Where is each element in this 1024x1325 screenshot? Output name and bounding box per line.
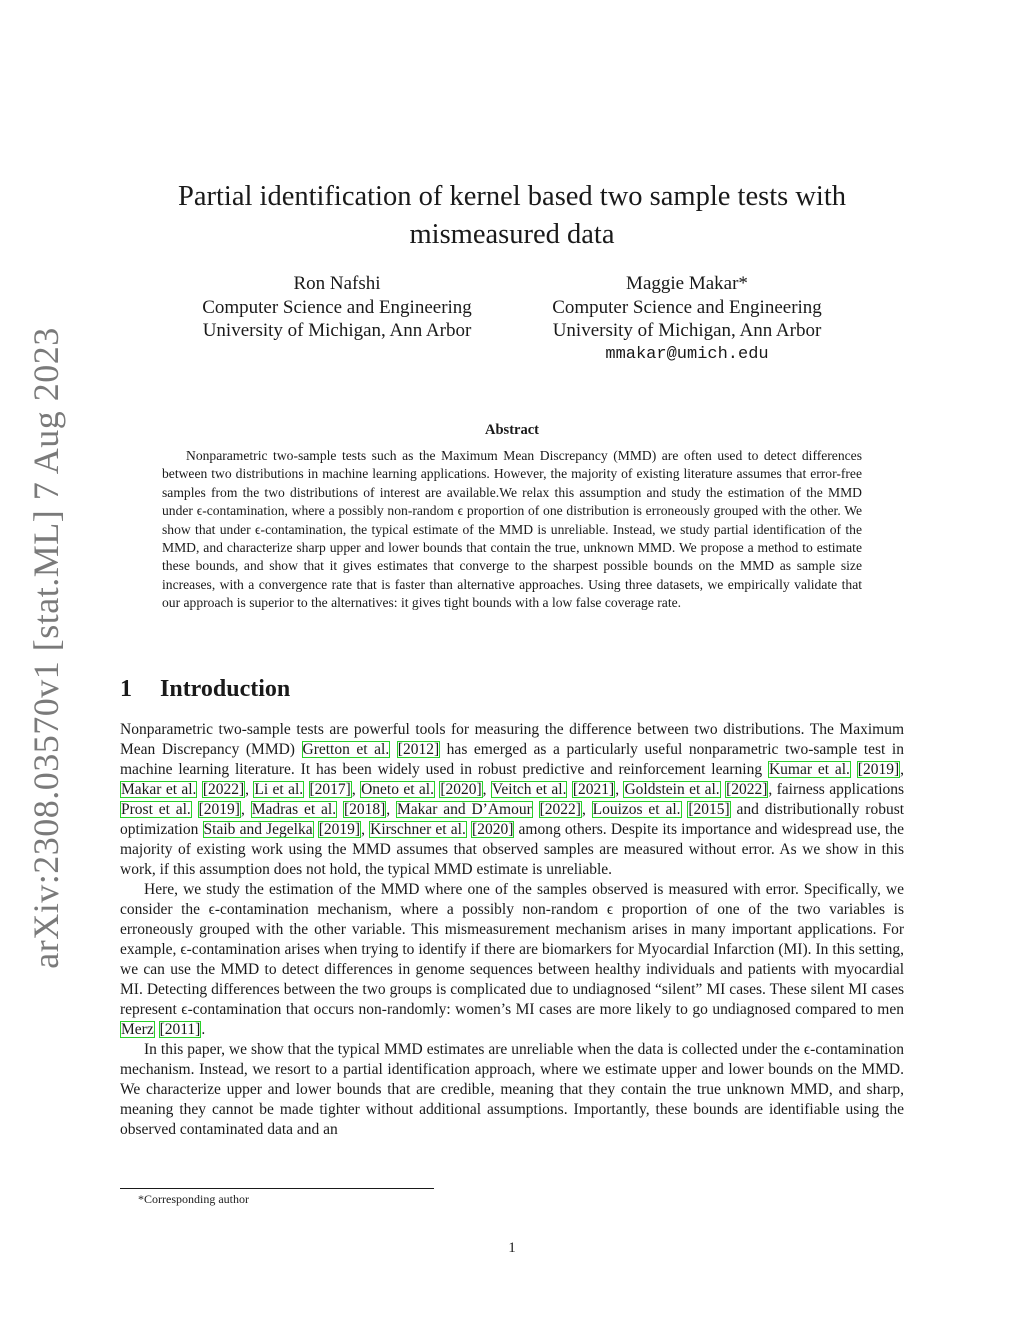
- citation-year-link[interactable]: [2019]: [857, 761, 900, 778]
- citation-link[interactable]: Goldstein et al.: [624, 781, 720, 798]
- citation-link[interactable]: Kumar et al.: [768, 761, 850, 778]
- citation-link[interactable]: Oneto et al.: [361, 781, 434, 798]
- citation-year-link[interactable]: [2019]: [198, 801, 240, 818]
- author-name: Maggie Makar*: [626, 273, 748, 294]
- author-department: Computer Science and Engineering: [202, 296, 472, 318]
- footnote-rule: [120, 1188, 434, 1189]
- citation-year-link[interactable]: [2019]: [318, 821, 361, 838]
- citation-year-link[interactable]: [2015]: [688, 801, 730, 818]
- citation-link[interactable]: Gretton et al.: [302, 741, 390, 758]
- section-title: Introduction: [160, 676, 291, 702]
- body-text: [120, 720, 904, 1140]
- author-block-2: [530, 272, 844, 366]
- citation-year-link[interactable]: [2011]: [159, 1021, 201, 1038]
- citation-link[interactable]: Makar et al.: [121, 781, 197, 798]
- arxiv-identifier: arXiv:2308.03570v1 [stat.ML] 7 Aug 2023: [26, 327, 66, 969]
- paragraph-3: In this paper, we show that the typical MMD estimates are unreliable when the data is collected under the ϵ-contamination mechanism. Instead, we resort to a partial identification approach, where we estimate upper and lower bounds on the MMD. We characterize upper and lower bounds that are credible, meaning that they contain the true unknown MMD, and sharp, meaning they cannot be made tighter without additional assumptions. Importantly, these bounds are identifiable using the observed contaminated data and an: [120, 1041, 904, 1138]
- citation-link[interactable]: Staib and Jegelka: [203, 821, 313, 838]
- citation-link[interactable]: Merz: [121, 1021, 154, 1038]
- author-department: Computer Science and Engineering: [552, 296, 822, 318]
- paper-title: Partial identification of kernel based two sample tests with mismeasured data: [178, 181, 846, 250]
- paragraph-2: Here, we study the estimation of the MMD where one of the samples observed is measured with error. Specifically, we consider the ϵ-contamination mechanism, where a possibly non-random ϵ proportion of one of the two variables is erroneously grouped with the other variable. This mismeasurement mechanism arises in many important applications. For example, ϵ-contamination arises when trying to identify if there are biomarkers for Myocardial Infarction (MI). In this setting, we can use the MMD to detect differences in genome sequences between healthy individuals and patients with myocardial MI. Detecting differences between the two groups is complicated due to undiagnosed “silent” MI cases. These silent MI cases represent ϵ-contamination that occurs non-randomly: women’s MI cases are more likely to go undiagnosed compared to men Merz [2011].: [120, 881, 904, 1038]
- citation-link[interactable]: Prost et al.: [121, 801, 191, 818]
- citation-year-link[interactable]: [2018]: [343, 801, 386, 818]
- citation-link[interactable]: Veitch et al.: [491, 781, 567, 798]
- citation-link[interactable]: Louizos et al.: [592, 801, 681, 818]
- citation-year-link[interactable]: [2022]: [202, 781, 245, 798]
- section-heading: [120, 676, 290, 703]
- citation-link[interactable]: Li et al.: [254, 781, 304, 798]
- citation-link[interactable]: Makar and D’Amour: [396, 801, 532, 818]
- author-university: University of Michigan, Ann Arbor: [552, 320, 822, 341]
- citation-link[interactable]: Madras et al.: [251, 801, 337, 818]
- author-name: Ron Nafshi: [293, 273, 381, 294]
- citation-year-link[interactable]: [2020]: [472, 821, 514, 838]
- citation-year-link[interactable]: [2021]: [572, 781, 615, 798]
- citation-year-link[interactable]: [2020]: [440, 781, 482, 798]
- section-number: 1: [120, 676, 132, 702]
- abstract-text: Nonparametric two-sample tests such as the Maximum Mean Discrepancy (MMD) are often used to detect differences between two distributions in machine learning applications. However, the majority of existing literature assumes that error-free samples from the two distributions of interest are available.We relax this assumption and study the estimation of the MMD under ϵ-contamination, where a possibly non-random ϵ proportion of one distribution is erroneously grouped with the other. We show that under ϵ-contamination, the typical estimate of the MMD is unreliable. Instead, we study partial identification of the MMD, and characterize sharp upper and lower bounds that contain the true, unknown MMD. We propose a method to estimate these bounds, and show that it gives estimates that converge to the sharpest possible bounds on the MMD as sample size increases, with a convergence rate that is faster than alternative approaches. Using three datasets, we empirically validate that our approach is superior to the alternatives: it gives tight bounds with a low false coverage rate.: [162, 448, 862, 611]
- author-university: University of Michigan, Ann Arbor: [202, 320, 472, 341]
- author-block-1: [180, 272, 494, 343]
- author-email[interactable]: mmakar@umich.edu: [605, 344, 769, 364]
- citation-year-link[interactable]: [2022]: [726, 781, 768, 798]
- page-number: 1: [508, 1240, 516, 1256]
- abstract-heading: Abstract: [485, 422, 539, 438]
- citation-link[interactable]: Kirschner et al.: [370, 821, 466, 838]
- paragraph-1: Nonparametric two-sample tests are powerful tools for measuring the difference between two distributions. The Maximum Mean Discrepancy (MMD) Gretton et al. [2012] has emerged as a particularly useful nonparametric two-sample test in machine learning literature. It has been widely used in robust predictive and reinforcement learning Kumar et al. [2019], Makar et al. [2022], Li et al. [2017], Oneto et al. [2020], Veitch et al. [2021], Goldstein et al. [2022], fairness applications Prost et al. [2019], Madras et al. [2018], Makar and D’Amour [2022], Louizos et al. [2015] and distributionally robust optimization Staib and Jegelka [2019], Kirschner et al. [2020] among others. Despite its importance and widespread use, the majority of existing work using the MMD assumes that observed samples are measured without error. As we show in this work, if this assumption does not hold, the typical MMD estimate is unreliable.: [120, 721, 905, 878]
- footnote: *Corresponding author: [138, 1192, 249, 1206]
- citation-year-link[interactable]: [2022]: [539, 801, 581, 818]
- citation-year-link[interactable]: [2017]: [309, 781, 351, 798]
- citation-year-link[interactable]: [2012]: [397, 741, 440, 758]
